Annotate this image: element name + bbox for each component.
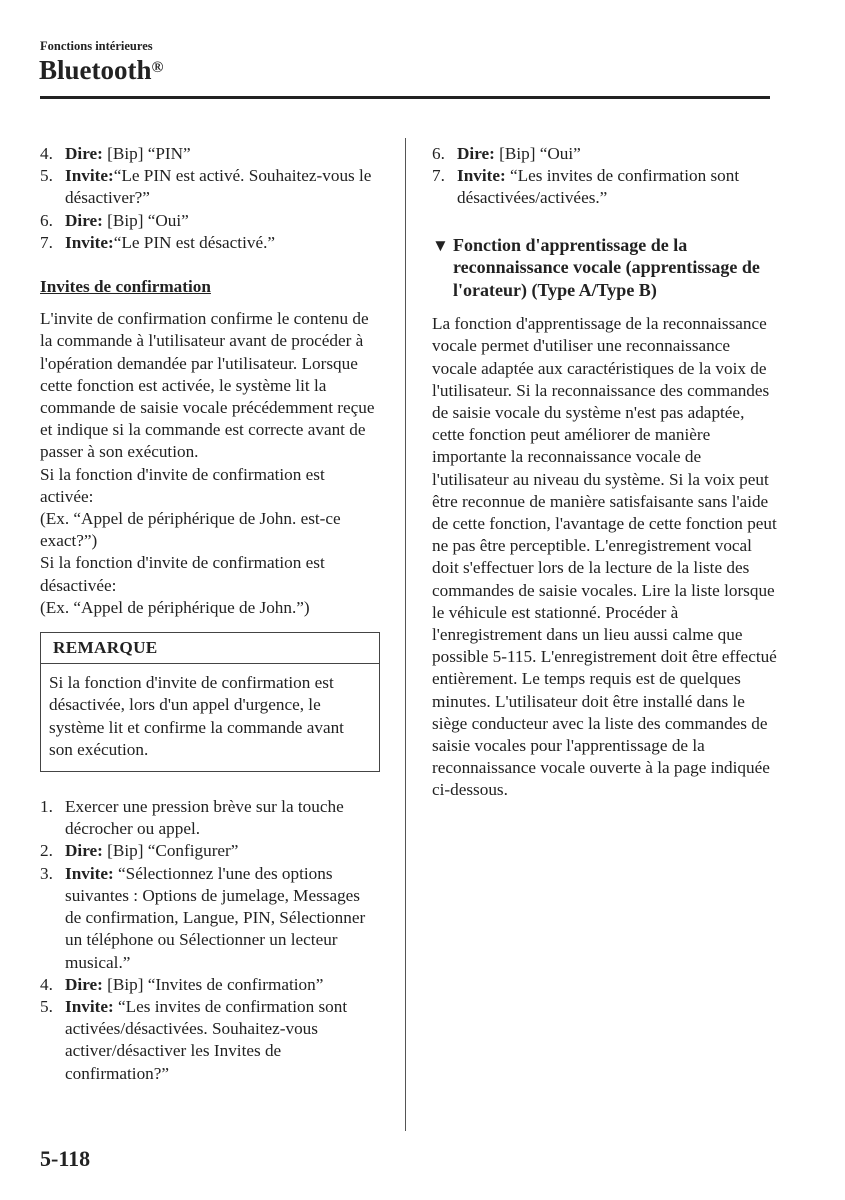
triangle-down-icon: ▼ [432,235,449,255]
paragraph: La fonction d'apprentissage de la reconnaissance vocale permet d'utiliser une reconnaissance vocale adaptée aux caractéristiques de la voix de l'utilisateur. Si la reconnaissance des commandes de saisie vocale du système n'est pas adaptée, cette fonction peut améliorer de manière importante la reconnaissance vocale de l'utilisateur au niveau du système. Si la voix peut être reconnue de manière satisfaisante sans l'aide de cette fonction, l'avantage de cette fonction peut ne pas être perceptible. L'enregistrement vocal doit s'effectuer lors de la lecture de la liste des commandes de saisie vocales. Lire la liste lorsque le véhicule est stationné. Procéder à l'enregistrement dans un lieu aussi calme que possible 5-115. L'enregistrement doit être effectué entièrement. Le temps requis est de quelques minutes. L'utilisateur doit être installé dans le siège conducteur avec la liste des commandes de saisie vocales pour l'apprentissage de la reconnaissance vocale ouverte à la page indiquée ci-dessous. [432,314,777,800]
steps-list-top [40,143,380,254]
list-item [40,974,380,996]
page-title [39,53,163,87]
section-label: Fonctions intérieures [40,39,153,53]
list-item [40,863,380,974]
left-column [40,143,380,1085]
column-divider [405,138,406,1131]
step-number: 5. [40,166,53,186]
page-title-text: Bluetooth [39,55,152,85]
list-item [40,210,380,232]
list-item [40,796,380,840]
step-label: Invite: [65,996,114,1016]
steps-list-right [432,143,777,210]
step-label: Dire: [65,210,103,230]
step-text: [Bip] “Configurer” [102,841,239,861]
step-text: [Bip] “Oui” [494,144,581,163]
step-text: [Bip] “Invites de confirmation” [102,974,324,994]
header-rule [40,96,770,99]
note-title: REMARQUE [41,633,379,664]
step-number: 1. [40,797,53,817]
paragraph: L'invite de confirmation confirme le contenu de la commande à l'utilisateur avant de procéder à l'opération demandée par l'utilisateur. Lorsque cette fonction est activée, le système lit la commande de saisie vocale précédemment reçue et indique si la commande est correcte avant de passer à son exécution. [40,309,375,462]
paragraph: Si la fonction d'invite de confirmation est désactivée: [40,553,325,595]
step-number: 2. [40,841,53,861]
note-body: Si la fonction d'invite de confirmation est désactivée, lors d'un appel d'urgence, le système lit et confirme la commande avant son exécution. [49,673,344,759]
list-item [432,165,777,209]
registered-mark: ® [151,59,164,76]
step-text: “Sélectionnez l'une des options suivantes : Options de jumelage, Messages de confirmation, Langue, PIN, Sélectionner un téléphone ou Sélectionner un lecteur musical.” [65,863,366,972]
section-heading [432,234,777,302]
step-label: Invite: [65,166,114,186]
step-label: Invite: [65,863,114,883]
step-text: Exercer une pression brève sur la touche décrocher ou appel. [65,797,344,839]
list-item [432,143,777,165]
step-label: Invite: [65,232,114,252]
subheading-confirmation: Invites de confirmation [40,277,211,297]
step-number: 4. [40,144,53,163]
step-label: Invite: [457,166,506,186]
list-item [40,232,380,254]
step-text: “Les invites de confirmation sont désactivées/activées.” [457,166,740,208]
page-number: 5-118 [40,1146,91,1171]
step-number: 6. [432,144,445,163]
list-item [40,165,380,209]
example-text: (Ex. “Appel de périphérique de John.”) [40,597,310,617]
section-heading-text: Fonction d'apprentissage de la reconnaissance vocale (apprentissage de l'orateur) (Type A/Type B) [453,234,760,300]
steps-list-bottom [40,796,380,1085]
step-number: 6. [40,210,53,230]
step-number: 5. [40,996,53,1016]
right-column [432,143,777,802]
step-text: [Bip] “Oui” [102,210,189,230]
step-label: Dire: [65,974,103,994]
step-label: Dire: [65,144,103,163]
step-label: Dire: [457,144,495,163]
step-text: “Le PIN est désactivé.” [113,232,276,252]
paragraph: Si la fonction d'invite de confirmation est activée: [40,464,325,506]
example-text: (Ex. “Appel de périphérique de John. est-ce exact?”) [40,509,341,551]
step-number: 7. [432,166,445,186]
step-label: Dire: [65,841,103,861]
list-item [40,996,380,1085]
step-number: 7. [40,232,53,252]
step-text: “Le PIN est activé. Souhaitez-vous le désactiver?” [65,166,372,208]
step-number: 3. [40,863,53,883]
step-number: 4. [40,974,53,994]
list-item [40,840,380,862]
note-box [40,632,380,772]
step-text: “Les invites de confirmation sont activées/désactivées. Souhaitez-vous activer/désactiver les Invites de confirmation?” [65,996,348,1083]
step-text: [Bip] “PIN” [102,144,191,163]
list-item [40,143,380,165]
